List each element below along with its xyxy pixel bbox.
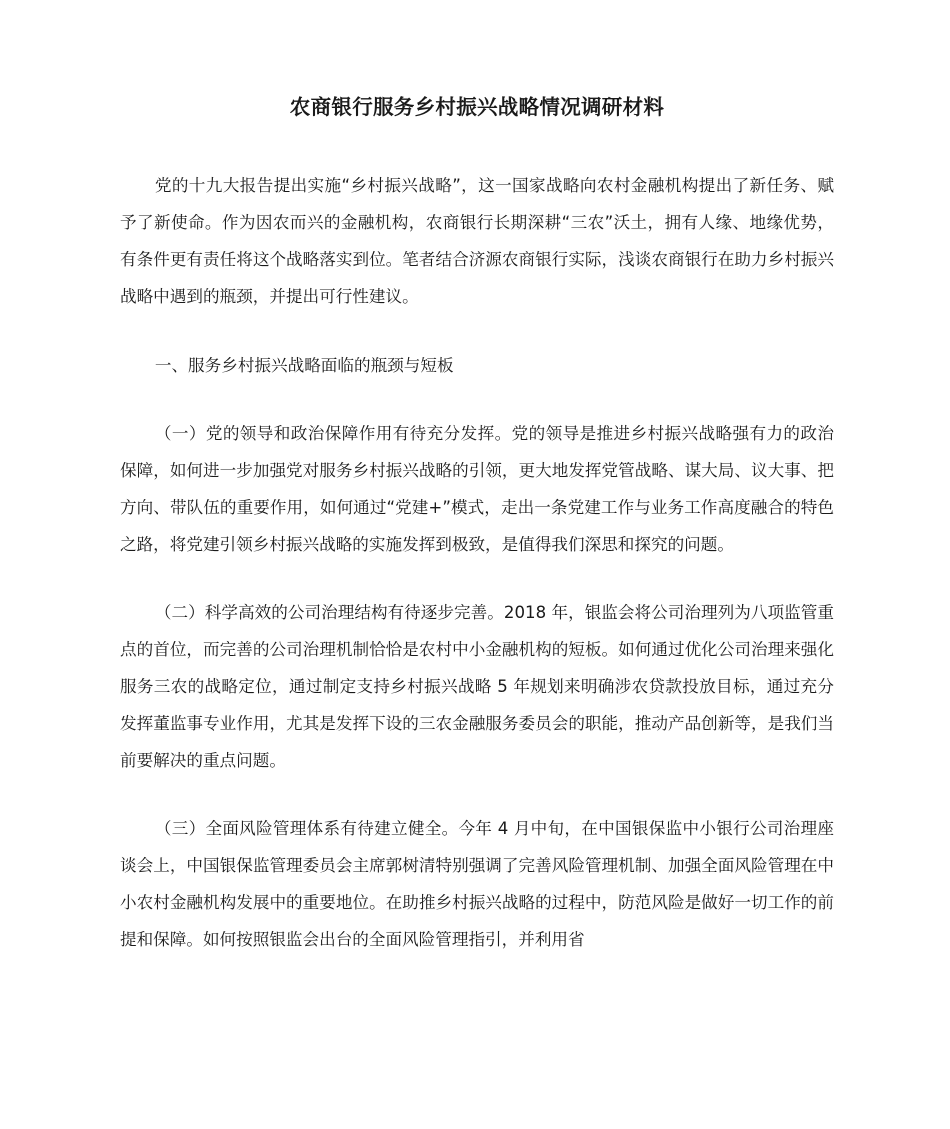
- body-paragraph: （二）科学高效的公司治理结构有待逐步完善。2018 年，银监会将公司治理列为八项监管重点的首位，而完善的公司治理机制恰恰是农村中小金融机构的短板。如何通过优化公司治理来强化服务三农的战略定位，通过制定支持乡村振兴战略 5 年规划来明确涉农贷款投放目标，通过充分发挥董监事专业作用，尤其是发挥下设的三农金融服务委员会的职能，推动产品创新等，是我们当前要解决的重点问题。: [120, 603, 834, 770]
- document-title: 农商银行服务乡村振兴战略情况调研材料: [289, 95, 665, 119]
- body-paragraph: （一）党的领导和政治保障作用有待充分发挥。党的领导是推进乡村振兴战略强有力的政治保障，如何进一步加强党对服务乡村振兴战略的引领，更大地发挥党管战略、谋大局、议大事、把方向、带队伍的重要作用，如何通过“党建+”模式，走出一条党建工作与业务工作高度融合的特色之路，将党建引领乡村振兴战略的实施发挥到极致，是值得我们深思和探究的问题。: [120, 424, 834, 554]
- document-page: [120, 0, 834, 958]
- intro-paragraph: 党的十九大报告提出实施“乡村振兴战略”，这一国家战略向农村金融机构提出了新任务、赋予了新使命。作为因农而兴的金融机构，农商银行长期深耕“三农”沃土，拥有人缘、地缘优势，有条件更有责任将这个战略落实到位。笔者结合济源农商银行实际，浅谈农商银行在助力乡村振兴战略中遇到的瓶颈，并提出可行性建议。: [120, 176, 834, 306]
- body-paragraph: （三）全面风险管理体系有待建立健全。今年 4 月中旬，在中国银保监中小银行公司治理座谈会上，中国银保监管理委员会主席郭树清特别强调了完善风险管理机制、加强全面风险管理在中小农村金融机构发展中的重要地位。在助推乡村振兴战略的过程中，防范风险是做好一切工作的前提和保障。如何按照银监会出台的全面风险管理指引，并利用省: [120, 819, 834, 949]
- section-heading: 一、服务乡村振兴战略面临的瓶颈与短板: [154, 356, 454, 375]
